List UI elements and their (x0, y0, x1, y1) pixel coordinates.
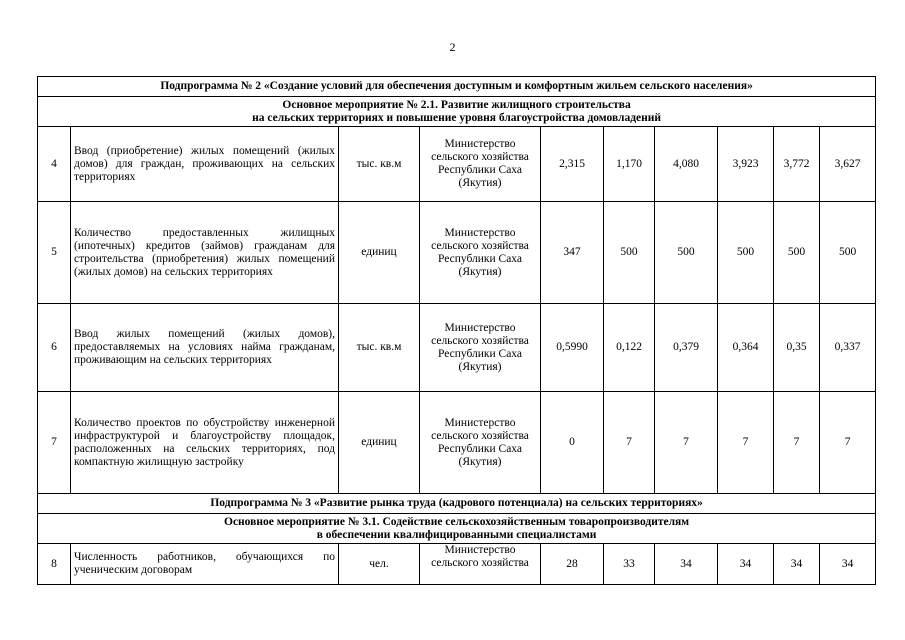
indicator-name: Ввод (приобретение) жилых помещений (жилых домов) для граждан, проживающих на сельских территориях (71, 127, 339, 202)
value-cell: 3,627 (820, 127, 876, 202)
value-cell: 7 (718, 392, 774, 494)
value-cell: 7 (820, 392, 876, 494)
value-cell: 500 (718, 202, 774, 304)
unit-cell: единиц (339, 392, 420, 494)
indicator-name: Количество проектов по обустройству инженерной инфраструктурой и благоустройству площадок, расположенных на сельских территориях, под компактную жилищную застройку (71, 392, 339, 494)
table-row (38, 392, 876, 494)
responsible-cell: Министерство сельского хозяйства Республики Саха (Якутия) (420, 127, 541, 202)
value-cell: 0,337 (820, 304, 876, 392)
row-number: 8 (38, 544, 71, 585)
value-cell: 4,080 (655, 127, 718, 202)
unit-cell: чел. (339, 544, 420, 585)
value-cell: 0,122 (604, 304, 655, 392)
value-cell: 500 (655, 202, 718, 304)
unit-cell: тыс. кв.м (339, 127, 420, 202)
value-cell: 7 (604, 392, 655, 494)
unit-cell: единиц (339, 202, 420, 304)
row-number: 7 (38, 392, 71, 494)
value-cell: 500 (604, 202, 655, 304)
value-cell: 0,364 (718, 304, 774, 392)
value-cell: 1,170 (604, 127, 655, 202)
value-cell: 0 (541, 392, 604, 494)
value-cell: 33 (604, 544, 655, 585)
measure-title: Основное мероприятие № 2.1. Развитие жилищного строительства на сельских территориях и повышение уровня благоустройства домовладений (38, 97, 876, 127)
indicator-name: Количество предоставленных жилищных (ипотечных) кредитов (займов) гражданам для строительства (приобретения) жилых помещений (жилых домов) на сельских территориях (71, 202, 339, 304)
row-number: 4 (38, 127, 71, 202)
subprogram-row (38, 494, 876, 514)
value-cell: 3,923 (718, 127, 774, 202)
indicator-name: Численность работников, обучающихся по ученическим договорам (71, 544, 339, 585)
subprogram-row (38, 77, 876, 97)
value-cell: 2,315 (541, 127, 604, 202)
subprogram-title: Подпрограмма № 3 «Развитие рынка труда (кадрового потенциала) на сельских территориях» (38, 494, 876, 514)
row-number: 6 (38, 304, 71, 392)
responsible-cell: Министерство сельского хозяйства Республики Саха (Якутия) (420, 304, 541, 392)
measure-title: Основное мероприятие № 3.1. Содействие сельскохозяйственным товаропроизводителям в обеспечении квалифицированными специалистами (38, 514, 876, 544)
row-number: 5 (38, 202, 71, 304)
table-row (38, 202, 876, 304)
table-row (38, 304, 876, 392)
value-cell: 34 (820, 544, 876, 585)
value-cell: 3,772 (774, 127, 820, 202)
value-cell: 28 (541, 544, 604, 585)
unit-cell: тыс. кв.м (339, 304, 420, 392)
value-cell: 34 (655, 544, 718, 585)
value-cell: 34 (774, 544, 820, 585)
value-cell: 7 (774, 392, 820, 494)
value-cell: 0,35 (774, 304, 820, 392)
responsible-cell: Министерство сельского хозяйства Республики Саха (Якутия) (420, 392, 541, 494)
value-cell: 0,379 (655, 304, 718, 392)
value-cell: 500 (774, 202, 820, 304)
value-cell: 7 (655, 392, 718, 494)
table-row (38, 544, 876, 585)
table-row (38, 127, 876, 202)
responsible-cell: Министерство сельского хозяйства (420, 544, 541, 585)
value-cell: 34 (718, 544, 774, 585)
indicator-name: Ввод жилых помещений (жилых домов), предоставляемых на условиях найма гражданам, проживающим на сельских территориях (71, 304, 339, 392)
value-cell: 0,5990 (541, 304, 604, 392)
measure-row (38, 97, 876, 127)
subprogram-title: Подпрограмма № 2 «Создание условий для обеспечения доступным и комфортным жильем сельского населения» (38, 77, 876, 97)
value-cell: 347 (541, 202, 604, 304)
page-number: 2 (449, 40, 456, 54)
indicators-table (37, 76, 876, 585)
value-cell: 500 (820, 202, 876, 304)
measure-row (38, 514, 876, 544)
responsible-cell: Министерство сельского хозяйства Республики Саха (Якутия) (420, 202, 541, 304)
